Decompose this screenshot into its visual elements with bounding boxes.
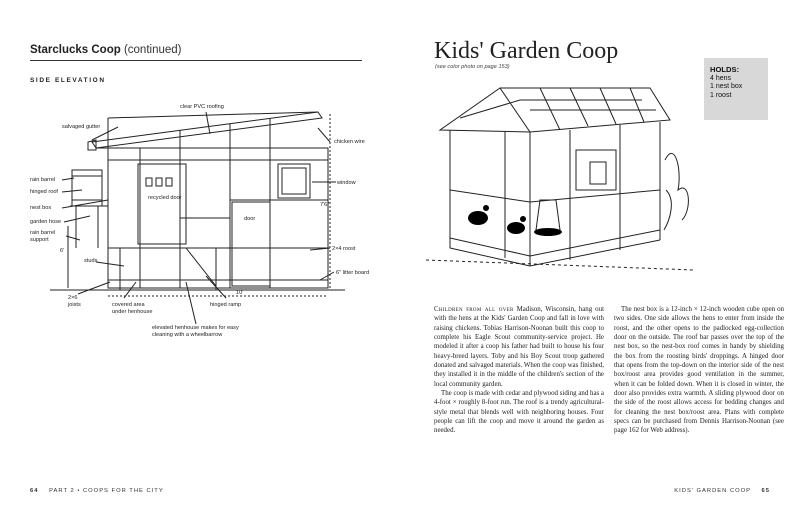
paragraph: The nest box is a 12-inch × 12-inch wooden cube open on two sides. One side allows the hens to enter from inside the roost, and the other opens to the padlocked egg-collection door on the outside. The roof bar passes over the top of the nest box, so the nest-box roof comes in handy by shielding the box from the roosting birds' droppings. A hinged door that opens from the top-down on the interior side of the nest box/roost area provides good ventilation in the summer, when it can be folded down. When it is closed in winter, the door also provides extra warmth. A sliding plywood door on the side of the roost allows access for bedding changes and for cleaning the nest box/roost area. Plans with complete specs can be purchased from Dennis Harrison-Noonan (see page 162 for Web address). [614, 306, 784, 435]
label-elevated-2: cleaning with a wheelbarrow [152, 332, 223, 338]
label-width-10: 10' [236, 290, 244, 296]
side-elevation-diagram [0, 0, 400, 480]
page-title: Kids' Garden Coop [434, 38, 619, 64]
label-door: door [244, 216, 256, 222]
holds-item: 4 hens [710, 74, 732, 82]
holds-heading: HOLDS: [710, 65, 740, 74]
coop-illustration [420, 70, 700, 295]
label-joists-1: 2×6 [68, 295, 78, 301]
footer-right [674, 488, 770, 494]
label-salvaged-gutter: salvaged gutter [62, 124, 101, 130]
label-hinged-ramp: hinged ramp [210, 302, 242, 308]
footer-left [30, 488, 164, 494]
holds-item: 1 roost [710, 91, 732, 99]
label-window: window [337, 180, 356, 186]
label-recycled-door: recycled door [148, 195, 182, 201]
body-column-1 [434, 305, 604, 436]
paragraph-text: Madison, Wisconsin, hang out with the hens at the Kids' Garden Coop and fall in love with raising chickens. Tobias Harrison-Noonan built this coop to complete his Eagle Scout community-service project. He modeled it after a coop his father had built to house his four heavy-breed layers. Toby and his Boy Scout troop gathered donated and salvaged materials. When the coop was finished, they installed it in the middle of the children's section of the local community garden. [434, 306, 604, 388]
label-nest-box: nest box [30, 205, 52, 211]
footer-text-right: KIDS' GARDEN COOP [674, 488, 751, 494]
label-2x4-roost: 2×4 roost [332, 246, 356, 252]
label-covered-area-2: under henhouse [112, 309, 153, 315]
body-column-2 [614, 305, 784, 436]
paragraph [434, 305, 604, 389]
running-head-title: Starclucks Coop [30, 44, 121, 56]
footer-page-number-right: 65 [761, 488, 770, 494]
label-joists-2: joists [68, 302, 81, 308]
label-studs: studs [84, 258, 98, 264]
label-rain-barrel-support-1: rain barrel [30, 230, 56, 236]
lead-in: Children from all over [434, 306, 514, 313]
label-height-6: 6' [60, 248, 65, 254]
running-head-suffix: (continued) [123, 44, 182, 56]
label-hinged-roof: hinged roof [30, 189, 58, 195]
label-elevated-1: elevated henhouse makes for easy [152, 325, 239, 331]
label-garden-hose: garden hose [30, 219, 62, 225]
footer-page-number-left: 64 [30, 488, 39, 494]
holds-item: 1 nest box [710, 83, 743, 91]
label-rain-barrel: rain barrel [30, 177, 56, 183]
label-height-7-6: 7'6" [320, 202, 330, 208]
paragraph: The coop is made with cedar and plywood siding and has a 4-foot × roughly 8-foot run. The roof is a trendy agricultural-style metal that blends well with neighboring houses. Four people can lift the coop and move it around the garden as needed. [434, 390, 604, 435]
label-rain-barrel-support-2: support [30, 237, 49, 243]
label-clear-pvc-roofing: clear PVC roofing [180, 104, 224, 110]
label-litter-board: 6" litter board [336, 270, 370, 276]
footer-text-left: PART 2 • COOPS FOR THE CITY [49, 488, 164, 494]
holds-box [704, 58, 768, 120]
label-chicken-wire: chicken wire [334, 139, 365, 145]
section-label: SIDE ELEVATION [30, 77, 106, 84]
label-covered-area-1: covered area [112, 302, 145, 308]
page-subtitle: (see color photo on page 153) [435, 64, 510, 70]
